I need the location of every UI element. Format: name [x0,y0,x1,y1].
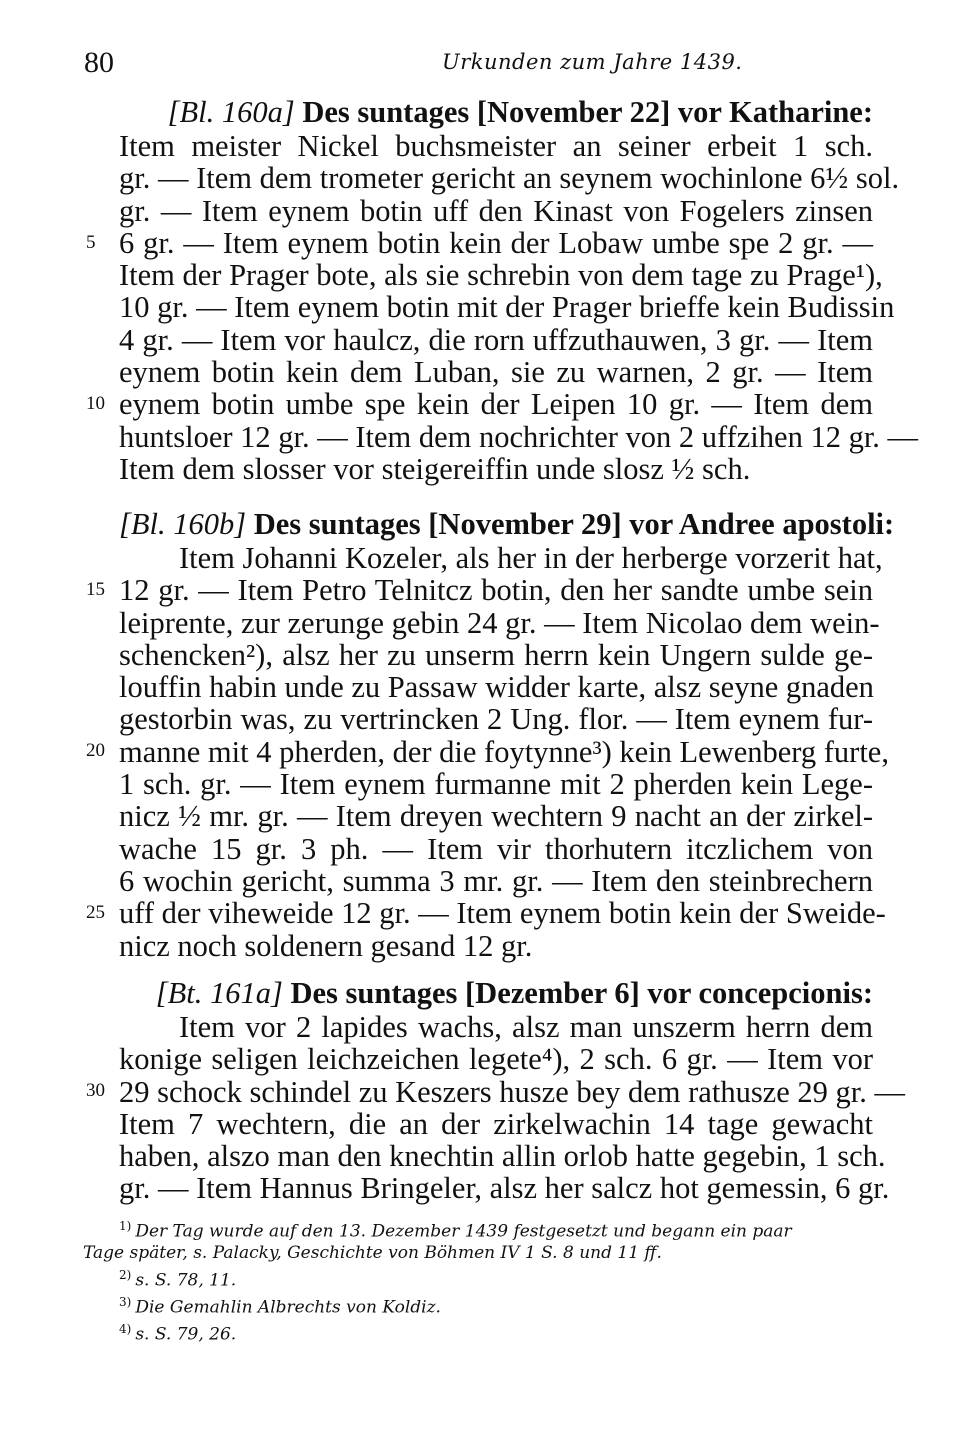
text-line: louffin habin unde zu Passaw widder karte, alsz seyne gnaden [119,670,874,705]
footnote-mark: 2) [119,1267,132,1282]
footnote [119,1265,879,1292]
text-line: Item vor 2 lapides wachs, alsz man unszerm herrn dem [179,1010,873,1044]
page-header [84,46,884,80]
text-line: Item der Prager bote, als sie schrebin von dem tage zu Prage¹), [119,258,883,293]
folio-reference: [Bl. 160a] [167,95,295,129]
section-title: Des suntages [November 29] vor Andree apostoli: [253,507,895,541]
section-body [119,541,889,963]
footnote-mark: 3) [119,1294,132,1309]
line-number: 20 [86,740,105,761]
section-heading [119,96,873,128]
text-line: 6 gr. — Item eynem botin kein der Lobaw umbe spe 2 gr. — [119,225,873,260]
text-line: Item 7 wechtern, die an der zirkelwachin 14 tage gewacht [119,1106,873,1141]
footnote [119,1216,879,1243]
text-line: 29 schock schindel zu Keszers husze bey dem rathusze 29 gr. — [119,1074,905,1109]
line-number: 10 [86,393,105,414]
running-head: Urkunden zum Jahre 1439. [442,50,743,74]
section-title: Des suntages [Dezember 6] vor concepcionis: [290,976,873,1010]
text-line: 1 sch. gr. — Item eynem furmanne mit 2 pherden kein Lege- [119,767,873,802]
text-line: 10 gr. — Item eynem botin mit der Prager brieffe kein Budissin [119,290,895,325]
text-line: nicz ½ mr. gr. — Item dreyen wechtern 9 nacht an der zirkel- [119,799,873,834]
text-line: leiprente, zur zerunge gebin 24 gr. — Item Nicolao dem wein- [119,605,880,640]
text-line: uff der viheweide 12 gr. — Item eynem botin kein der Sweide- [119,896,886,931]
text-line: manne mit 4 pherden, der die foytynne³) kein Lewenberg furte, [119,734,889,769]
text-line: gr. — Item dem trometer gericht an seynem wochinlone 6½ sol. [119,161,900,196]
footnote-text: s. S. 78, 11. [135,1270,237,1291]
text-line: schencken²), alsz her zu unserm herrn kein Ungern sulde ge- [119,637,873,672]
text-line: gr. — Item eynem botin uff den Kinast von Fogelers zinsen [119,193,873,228]
text-line: 4 gr. — Item vor haulcz, die rorn uffzuthauwen, 3 gr. — Item [119,322,873,357]
footnote-text: Tage später, s. Palacky, Geschichte von Böhmen IV 1 S. 8 und 11 ff. [83,1243,662,1264]
text-line: gestorbin was, zu vertrincken 2 Ung. flor. — Item eynem fur- [119,702,873,737]
footnote-text: s. S. 79, 26. [135,1324,237,1345]
footnote [119,1292,879,1319]
folio-reference: [Bt. 161a] [155,976,283,1010]
footnote-mark: 4) [119,1321,132,1336]
text-line: haben, alszo man den knechtin allin orlob hatte gegebin, 1 sch. [119,1139,886,1174]
text-line: gr. — Item Hannus Bringeler, alsz her salcz hot gemessin, 6 gr. [119,1171,890,1206]
section-body [119,129,919,486]
text-line: nicz noch soldenern gesand 12 gr. [119,928,533,963]
text-line: 12 gr. — Item Petro Telnitcz botin, den her sandte umbe sein [119,573,873,608]
line-number: 15 [86,579,105,600]
text-line: huntsloer 12 gr. — Item dem nochrichter von 2 uffzihen 12 gr. — [119,419,919,454]
section-title: Des suntages [November 22] vor Katharine: [302,95,873,129]
text-line: 6 wochin gericht, summa 3 mr. gr. — Item den steinbrechern [119,863,873,898]
text-line: eynem botin umbe spe kein der Leipen 10 gr. — Item dem [119,387,873,422]
text-line: Item dem slosser vor steigereiffin unde slosz ½ sch. [119,451,751,486]
footnotes [83,1216,879,1346]
section-heading [119,977,873,1009]
page-number: 80 [84,46,114,79]
footnote-mark: 1) [119,1219,132,1233]
section-heading [119,507,895,541]
text-line: Item meister Nickel buchsmeister an seiner erbeit 1 sch. [119,129,873,163]
footnote-text: Die Gemahlin Albrechts von Koldiz. [135,1297,441,1318]
text-line: Item Johanni Kozeler, als her in der herberge vorzerit hat, [179,541,883,575]
line-number: 30 [86,1080,105,1101]
folio-reference: [Bl. 160b] [119,507,247,541]
section-body [119,1010,905,1206]
line-number: 25 [86,902,105,923]
text-line: wache 15 gr. 3 ph. — Item vir thorhutern itczlichem von [119,831,873,866]
text-line: eynem botin kein dem Luban, sie zu warnen, 2 gr. — Item [119,355,873,390]
text-line: konige seligen leichzeichen legete⁴), 2 sch. 6 gr. — Item vor [119,1042,873,1077]
line-number: 5 [86,232,96,253]
footnote-continuation [83,1243,879,1265]
footnote-text: Der Tag wurde auf den 13. Dezember 1439 festgesetzt und begann ein paar [135,1221,792,1242]
footnote [119,1319,879,1346]
